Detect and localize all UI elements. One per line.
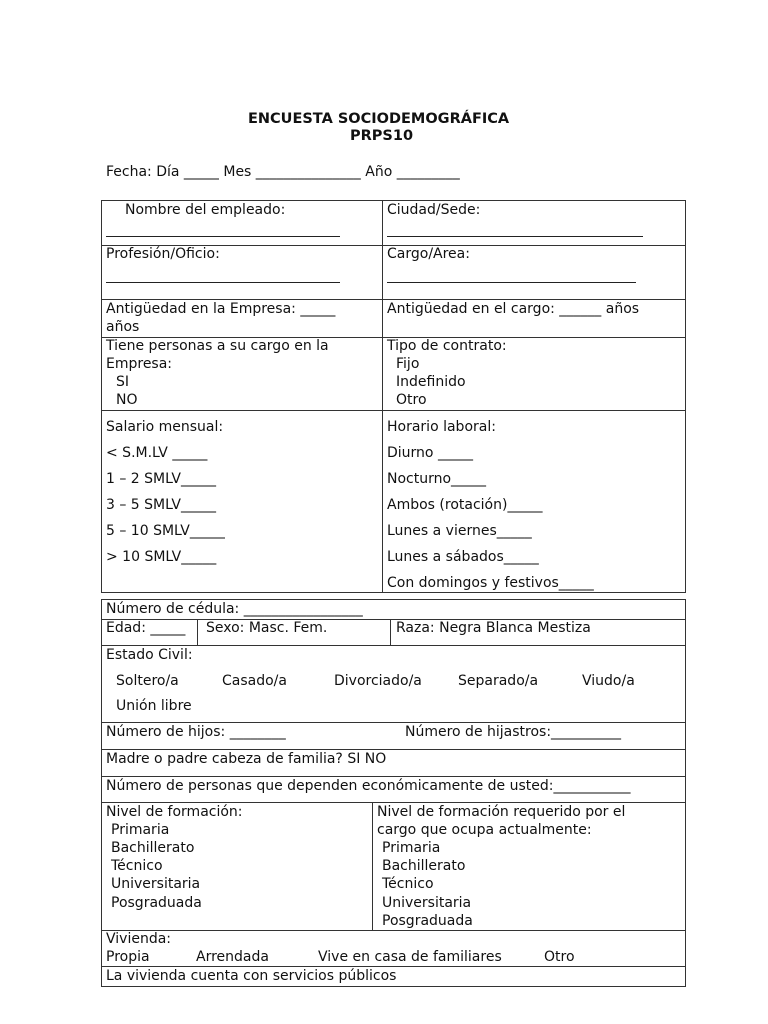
antiguedad-cargo[interactable]: Antigüedad en el cargo: ______ años [387, 301, 640, 317]
nivel-option[interactable]: Universitaria [111, 876, 201, 892]
horario-option[interactable]: Ambos (rotación)_____ [387, 497, 543, 513]
requerido-option[interactable]: Bachillerato [382, 858, 466, 874]
option-si[interactable]: SI [116, 374, 130, 390]
hijos-field[interactable]: Número de hijos: ________ [106, 724, 286, 740]
nombre-label: Nombre del empleado: [125, 202, 286, 218]
vivienda-option[interactable]: Vive en casa de familiares [318, 949, 502, 965]
horario-label: Horario laboral: [387, 419, 496, 435]
requerido-option[interactable]: Universitaria [382, 895, 472, 911]
option-fijo[interactable]: Fijo [396, 356, 420, 372]
salario-label: Salario mensual: [106, 419, 224, 435]
civil-option[interactable]: Casado/a [222, 673, 287, 689]
personas-cargo-label-2: Empresa: [106, 356, 173, 372]
edad-field[interactable]: Edad: _____ [106, 620, 186, 636]
contrato-label: Tipo de contrato: [387, 338, 507, 354]
horario-option[interactable]: Lunes a viernes_____ [387, 523, 532, 539]
salario-option[interactable]: 1 – 2 SMLV_____ [106, 471, 216, 487]
nivel-option[interactable]: Bachillerato [111, 840, 195, 856]
nivel-option[interactable]: Técnico [111, 858, 163, 874]
antiguedad-empresa-unit: años [106, 319, 140, 335]
antiguedad-empresa[interactable]: Antigüedad en la Empresa: _____ [106, 301, 336, 317]
profesion-input-line[interactable] [106, 282, 340, 283]
horario-option[interactable]: Diurno _____ [387, 445, 473, 461]
fecha-field[interactable]: Fecha: Día _____ Mes _______________ Año _________ [106, 164, 460, 180]
ciudad-label: Ciudad/Sede: [387, 202, 481, 218]
raza-options[interactable]: Raza: Negra Blanca Mestiza [396, 620, 591, 636]
horario-option[interactable]: Con domingos y festivos_____ [387, 575, 594, 591]
cedula-field[interactable]: Número de cédula: _________________ [106, 601, 363, 617]
nivel-option[interactable]: Posgraduada [111, 895, 202, 911]
nivel-requerido-label: Nivel de formación requerido por el [377, 804, 626, 820]
option-no[interactable]: NO [116, 392, 138, 408]
vivienda-option[interactable]: Arrendada [196, 949, 269, 965]
option-otro[interactable]: Otro [396, 392, 427, 408]
civil-option[interactable]: Unión libre [116, 698, 192, 714]
nivel-formacion-label: Nivel de formación: [106, 804, 243, 820]
nivel-requerido-label-2: cargo que ocupa actualmente: [377, 822, 592, 838]
estado-civil-label: Estado Civil: [106, 647, 193, 663]
civil-option[interactable]: Separado/a [458, 673, 539, 689]
vivienda-label: Vivienda: [106, 931, 172, 947]
cargo-label: Cargo/Area: [387, 246, 470, 262]
sexo-options[interactable]: Sexo: Masc. Fem. [206, 620, 328, 636]
dependientes-field[interactable]: Número de personas que dependen económicamente de usted:___________ [106, 778, 631, 794]
salario-option[interactable]: > 10 SMLV_____ [106, 549, 217, 565]
requerido-option[interactable]: Posgraduada [382, 913, 473, 929]
civil-option[interactable]: Viudo/a [582, 673, 635, 689]
requerido-option[interactable]: Primaria [382, 840, 441, 856]
salario-option[interactable]: < S.M.LV _____ [106, 445, 208, 461]
hijastros-field[interactable]: Número de hijastros:__________ [405, 724, 622, 740]
nivel-option[interactable]: Primaria [111, 822, 170, 838]
cargo-input-line[interactable] [387, 282, 636, 283]
vivienda-option[interactable]: Otro [544, 949, 575, 965]
horario-option[interactable]: Nocturno_____ [387, 471, 487, 487]
civil-option[interactable]: Divorciado/a [334, 673, 422, 689]
document-code: PRPS10 [350, 128, 414, 144]
civil-option[interactable]: Soltero/a [116, 673, 179, 689]
requerido-option[interactable]: Técnico [382, 876, 434, 892]
cabeza-familia-field[interactable]: Madre o padre cabeza de familia? SI NO [106, 751, 387, 767]
option-indefinido[interactable]: Indefinido [396, 374, 466, 390]
nombre-input-line[interactable] [106, 236, 340, 237]
servicios-label: La vivienda cuenta con servicios públicos [106, 968, 397, 984]
salario-option[interactable]: 5 – 10 SMLV_____ [106, 523, 225, 539]
profesion-label: Profesión/Oficio: [106, 246, 220, 262]
horario-option[interactable]: Lunes a sábados_____ [387, 549, 539, 565]
personas-cargo-label: Tiene personas a su cargo en la [106, 338, 329, 354]
ciudad-input-line[interactable] [387, 236, 643, 237]
vivienda-option[interactable]: Propia [106, 949, 150, 965]
document-title: ENCUESTA SOCIODEMOGRÁFICA [248, 111, 510, 127]
salario-option[interactable]: 3 – 5 SMLV_____ [106, 497, 216, 513]
